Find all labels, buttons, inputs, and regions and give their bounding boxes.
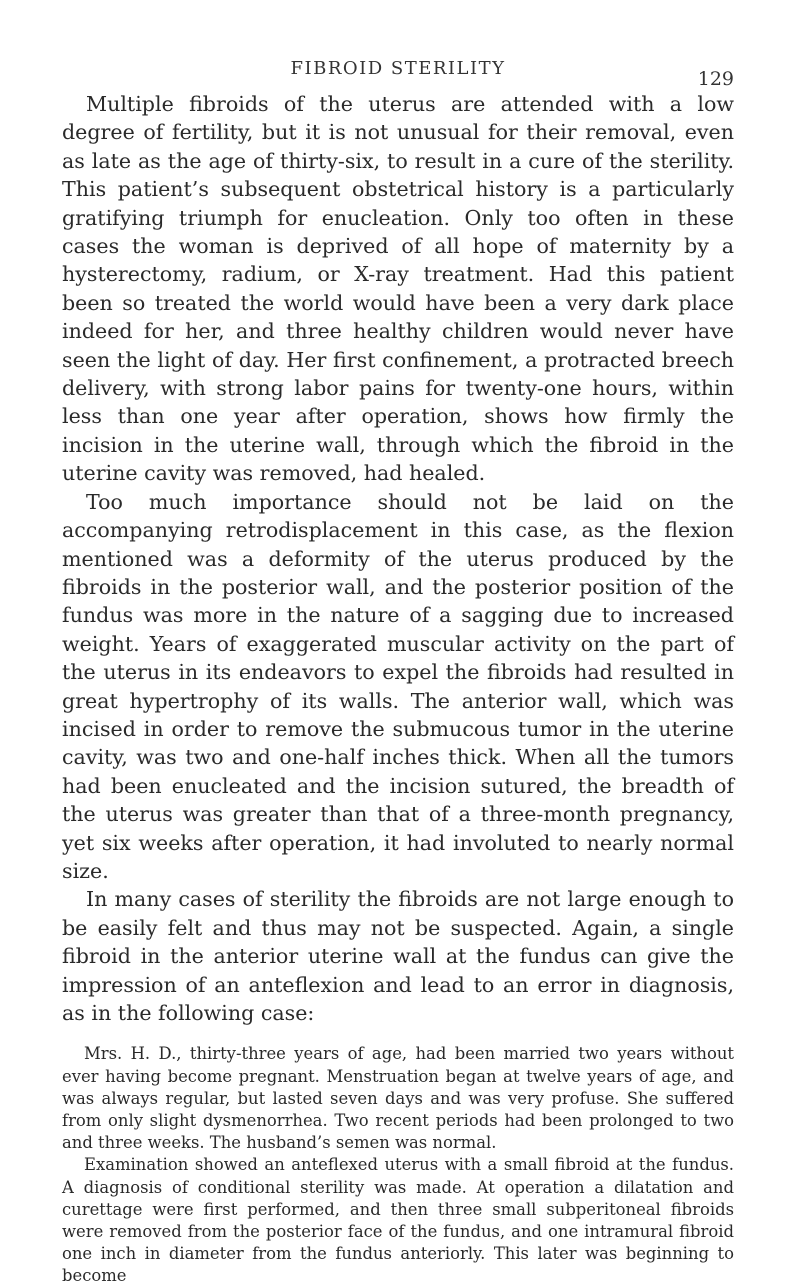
body-paragraph: In many cases of sterility the fibroids are not large enough to be easily felt and thus may not be suspected. Again, a single fibroid in the anterior uterine wall at the fundus can give the impression of an anteflexion and lead to an error in diagnosis, as in the following case: — [62, 887, 734, 1025]
book-page — [62, 52, 734, 1288]
body-paragraph: Multiple fibroids of the uterus are attended with a low degree of fertility, but it is not unusual for their removal, even as late as the age of thirty-six, to result in a cure of the sterility. This patient’s subsequent obstetrical history is a particularly gratifying triumph for enucleation. Only too often in these cases the woman is deprived of all hope of maternity by a hysterectomy, radium, or X-ray treatment. Had this patient been so treated the world would have been a very dark place indeed for her, and three healthy children would never have seen the light of day. Her first confinement, a protracted breech delivery, with strong labor pains for twenty-one hours, within less than one year after operation, shows how firmly the incision in the uterine wall, through which the fibroid in the uterine cavity was removed, had healed. — [62, 92, 734, 486]
case-report — [62, 1043, 734, 1287]
body-paragraph: Too much importance should not be laid on the accompanying retrodisplacement in this case, as the flexion mentioned was a deformity of the uterus produced by the fibroids in the posterior wall, and the posterior position of the fundus was more in the nature of a sagging due to increased weight. Years of exaggerated muscular activity on the part of the uterus in its endeavors to expel the fibroids had resulted in great hypertrophy of its walls. The anterior wall, which was incised in order to remove the submucous tumor in the uterine cavity, was two and one-half inches thick. When all the tumors had been enucleated and the incision sutured, the breadth of the uterus was greater than that of a three-month pregnancy, yet six weeks after operation, it had involuted to nearly normal size. — [62, 489, 734, 883]
case-paragraph: Mrs. H. D., thirty-three years of age, had been married two years without ever having become pregnant. Menstruation began at twelve years of age, and was always regular, but lasted seven days and was very profuse. She suffered from only slight dysmenorrhea. Two recent periods had been prolonged to two and three weeks. The husband’s semen was normal. — [62, 1044, 734, 1153]
running-head — [62, 52, 734, 88]
page-number: 129 — [697, 68, 734, 90]
case-paragraph: Examination showed an anteflexed uterus with a small fibroid at the fundus. A diagnosis of conditional sterility was made. At operation a dilatation and curettage were first performed, and then three small subperitoneal fibroids were removed from the posterior face of the fundus, and one intramural fibroid one inch in diameter from the fundus anteriorly. This later was beginning to become — [62, 1155, 734, 1286]
main-text — [62, 90, 734, 1027]
running-title: FIBROID STERILITY — [290, 58, 506, 79]
